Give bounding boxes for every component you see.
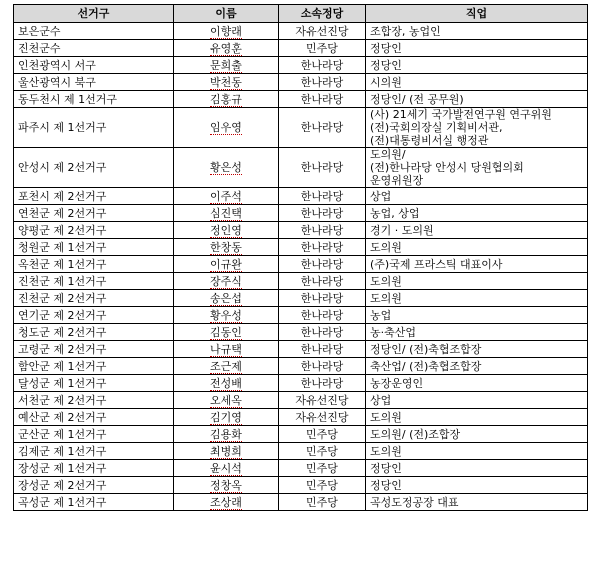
cell-party: 한나라당 <box>279 341 366 358</box>
cell-name <box>174 324 279 341</box>
cell-name <box>174 205 279 222</box>
candidate-name: 장주식 <box>210 274 242 288</box>
cell-job: 정당인 <box>366 477 588 494</box>
cell-district: 서천군 제 2선거구 <box>14 392 174 409</box>
cell-district: 장성군 제 2선거구 <box>14 477 174 494</box>
table-row <box>14 307 588 324</box>
cell-job: 도의원 <box>366 409 588 426</box>
cell-party: 한나라당 <box>279 108 366 148</box>
candidate-name: 윤시석 <box>210 461 242 475</box>
cell-district: 진천군 제 2선거구 <box>14 290 174 307</box>
cell-district: 청도군 제 2선거구 <box>14 324 174 341</box>
table-row <box>14 375 588 392</box>
cell-job: 도의원 <box>366 239 588 256</box>
cell-job: (주)국제 프라스틱 대표이사 <box>366 256 588 273</box>
cell-party: 민주당 <box>279 460 366 477</box>
cell-party: 자유선진당 <box>279 409 366 426</box>
cell-job: 농업, 상업 <box>366 205 588 222</box>
cell-name <box>174 23 279 40</box>
table-row <box>14 40 588 57</box>
candidate-name: 황우성 <box>210 308 242 322</box>
cell-party: 한나라당 <box>279 256 366 273</box>
table-row <box>14 494 588 511</box>
cell-district: 양평군 제 2선거구 <box>14 222 174 239</box>
cell-name <box>174 443 279 460</box>
candidate-name: 김기영 <box>210 410 242 424</box>
table-row <box>14 409 588 426</box>
cell-district: 안성시 제 2선거구 <box>14 148 174 188</box>
table-row <box>14 392 588 409</box>
table-row <box>14 91 588 108</box>
candidate-name: 김용화 <box>210 427 242 441</box>
cell-party: 한나라당 <box>279 324 366 341</box>
cell-job: 정당인 <box>366 57 588 74</box>
candidate-name: 박천동 <box>210 75 242 89</box>
table-row <box>14 222 588 239</box>
cell-party: 한나라당 <box>279 273 366 290</box>
table-row <box>14 74 588 91</box>
candidate-name: 오세옥 <box>210 393 242 407</box>
cell-party: 민주당 <box>279 477 366 494</box>
cell-job: 정당인 <box>366 460 588 477</box>
table-row <box>14 57 588 74</box>
cell-name <box>174 358 279 375</box>
cell-job: 도의원/ (전)조합장 <box>366 426 588 443</box>
table-row <box>14 239 588 256</box>
cell-job: 시의원 <box>366 74 588 91</box>
cell-job: 농·축산업 <box>366 324 588 341</box>
cell-district: 동두천시 제 1선거구 <box>14 91 174 108</box>
table-row <box>14 443 588 460</box>
cell-name <box>174 290 279 307</box>
table-row <box>14 290 588 307</box>
cell-district: 청원군 제 1선거구 <box>14 239 174 256</box>
cell-name <box>174 392 279 409</box>
header-job: 직업 <box>366 5 588 23</box>
cell-party: 자유선진당 <box>279 392 366 409</box>
cell-name <box>174 91 279 108</box>
candidate-name: 유영훈 <box>210 41 242 55</box>
cell-party: 자유선진당 <box>279 23 366 40</box>
cell-district: 고령군 제 2선거구 <box>14 341 174 358</box>
table-row <box>14 341 588 358</box>
cell-party: 민주당 <box>279 426 366 443</box>
cell-name <box>174 108 279 148</box>
cell-name <box>174 256 279 273</box>
cell-party: 한나라당 <box>279 188 366 205</box>
cell-district: 곡성군 제 1선거구 <box>14 494 174 511</box>
cell-name <box>174 460 279 477</box>
cell-district: 포천시 제 2선거구 <box>14 188 174 205</box>
cell-party: 한나라당 <box>279 91 366 108</box>
cell-party: 한나라당 <box>279 358 366 375</box>
candidate-name: 김동인 <box>210 325 242 339</box>
cell-name <box>174 273 279 290</box>
cell-district: 진천군 제 1선거구 <box>14 273 174 290</box>
table-row <box>14 205 588 222</box>
cell-party: 한나라당 <box>279 57 366 74</box>
cell-district: 예산군 제 2선거구 <box>14 409 174 426</box>
cell-job: 곡성도정공장 대표 <box>366 494 588 511</box>
cell-name <box>174 188 279 205</box>
table-row <box>14 256 588 273</box>
cell-job: 도의원 <box>366 290 588 307</box>
cell-party: 민주당 <box>279 443 366 460</box>
table-body <box>14 23 588 511</box>
cell-district: 연기군 제 2선거구 <box>14 307 174 324</box>
cell-district: 연천군 제 2선거구 <box>14 205 174 222</box>
cell-district: 보은군수 <box>14 23 174 40</box>
cell-party: 한나라당 <box>279 148 366 188</box>
cell-name <box>174 426 279 443</box>
cell-job: 정당인 <box>366 40 588 57</box>
table-row <box>14 108 588 148</box>
cell-name <box>174 148 279 188</box>
cell-job: 경기 · 도의원 <box>366 222 588 239</box>
candidate-name: 조근제 <box>210 359 242 373</box>
cell-district: 진천군수 <box>14 40 174 57</box>
table-row <box>14 477 588 494</box>
table-header-row <box>14 5 588 23</box>
table-row <box>14 358 588 375</box>
cell-party: 한나라당 <box>279 307 366 324</box>
cell-job: (사) 21세기 국가발전연구원 연구위원 (전)국회의장실 기획비서관, (전)대통령비서실 행정관 <box>366 108 588 148</box>
header-party: 소속정당 <box>279 5 366 23</box>
cell-party: 한나라당 <box>279 239 366 256</box>
candidate-table <box>13 4 588 511</box>
cell-party: 한나라당 <box>279 222 366 239</box>
candidate-name: 이주석 <box>210 189 242 203</box>
cell-name <box>174 57 279 74</box>
candidate-name: 이향래 <box>210 24 242 38</box>
cell-name <box>174 477 279 494</box>
cell-job: 도의원 <box>366 443 588 460</box>
cell-district: 김제군 제 1선거구 <box>14 443 174 460</box>
cell-district: 옥천군 제 1선거구 <box>14 256 174 273</box>
candidate-name: 전성배 <box>210 376 242 390</box>
cell-name <box>174 341 279 358</box>
cell-district: 울산광역시 북구 <box>14 74 174 91</box>
cell-job: 조합장, 농업인 <box>366 23 588 40</box>
cell-district: 달성군 제 1선거구 <box>14 375 174 392</box>
candidate-name: 황은성 <box>210 161 242 174</box>
cell-district: 인천광역시 서구 <box>14 57 174 74</box>
candidate-name: 정창옥 <box>210 478 242 492</box>
candidate-name: 송은섭 <box>210 291 242 305</box>
candidate-name: 최병희 <box>210 444 242 458</box>
table-row <box>14 188 588 205</box>
table-row <box>14 273 588 290</box>
candidate-name: 나규택 <box>210 342 242 356</box>
cell-job: 농장운영인 <box>366 375 588 392</box>
cell-name <box>174 40 279 57</box>
cell-party: 민주당 <box>279 40 366 57</box>
cell-job: 정당인/ (전)축협조합장 <box>366 341 588 358</box>
candidate-name: 심진택 <box>210 206 242 220</box>
cell-name <box>174 74 279 91</box>
cell-job: 도의원/ (전)한나라당 안성시 당원협의회 운영위원장 <box>366 148 588 188</box>
cell-name <box>174 307 279 324</box>
table-row <box>14 23 588 40</box>
cell-job: 축산업/ (전)축협조합장 <box>366 358 588 375</box>
cell-district: 함안군 제 1선거구 <box>14 358 174 375</box>
candidate-name: 정인영 <box>210 223 242 237</box>
cell-name <box>174 494 279 511</box>
cell-party: 한나라당 <box>279 205 366 222</box>
cell-district: 장성군 제 1선거구 <box>14 460 174 477</box>
cell-party: 한나라당 <box>279 74 366 91</box>
cell-district: 군산군 제 1선거구 <box>14 426 174 443</box>
cell-name <box>174 222 279 239</box>
candidate-name: 이규완 <box>210 257 242 271</box>
cell-job: 상업 <box>366 392 588 409</box>
cell-job: 상업 <box>366 188 588 205</box>
table-row <box>14 426 588 443</box>
candidate-name: 조상래 <box>210 495 242 509</box>
table-row <box>14 460 588 477</box>
cell-district: 파주시 제 1선거구 <box>14 108 174 148</box>
table-row <box>14 324 588 341</box>
cell-job: 도의원 <box>366 273 588 290</box>
cell-party: 민주당 <box>279 494 366 511</box>
cell-job: 정당인/ (전 공무원) <box>366 91 588 108</box>
cell-party: 한나라당 <box>279 375 366 392</box>
table-row <box>14 148 588 188</box>
cell-name <box>174 239 279 256</box>
cell-name <box>174 409 279 426</box>
cell-job: 농업 <box>366 307 588 324</box>
candidate-table-container <box>13 4 587 511</box>
candidate-name: 임우영 <box>210 121 242 134</box>
cell-name <box>174 375 279 392</box>
header-district: 선거구 <box>14 5 174 23</box>
cell-party: 한나라당 <box>279 290 366 307</box>
candidate-name: 문희출 <box>210 58 242 72</box>
header-name: 이름 <box>174 5 279 23</box>
candidate-name: 한창동 <box>210 240 242 254</box>
candidate-name: 김홍규 <box>210 92 242 106</box>
